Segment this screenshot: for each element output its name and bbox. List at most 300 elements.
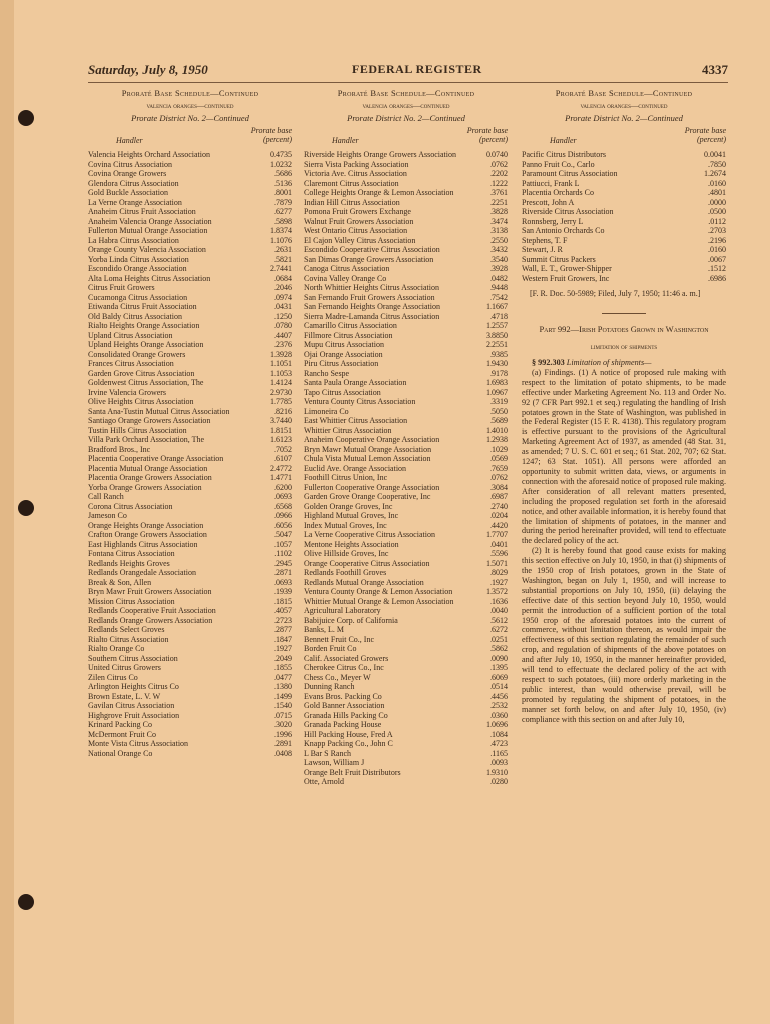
prorate-base-value: .5136 [274,178,292,188]
prorate-base-value: .1996 [274,729,292,739]
prorate-base-value: 1.1051 [270,359,292,368]
handler-name: Knapp Packing Co., John C [304,739,393,748]
page-number: 4337 [702,62,728,77]
handler-name: Covina Valley Orange Co [304,273,387,283]
prorate-base-value: .0762 [490,473,508,482]
prorate-base-value: .7659 [490,463,508,473]
handler-name: Whittier Mutual Orange & Lemon Association [304,596,454,606]
table-row [88,739,292,749]
table-row [304,549,508,559]
prorate-base-value: .4718 [490,311,508,321]
document-filing-note: [F. R. Doc. 50-5989; Filed, July 7, 1950; 11:46 a. m.] [530,289,701,298]
handler-name: Prescott, John A [522,197,575,207]
table-row [304,160,508,170]
handler-name: East Whittier Citrus Association [304,416,408,425]
prorate-base-value: .1057 [274,539,292,549]
handler-name: Placentia Cooperative Orange Association [88,454,224,463]
handler-name: United Citrus Growers [88,663,161,672]
prorate-base-value: .0204 [490,511,508,520]
handler-name: Wall, E. T., Grower-Shipper [522,264,612,273]
prorate-base-value: .0112 [708,216,726,226]
table-row [88,559,292,569]
handler-name: Victoria Ave. Citrus Association [304,169,407,178]
handler-table-1 [88,150,292,758]
handler-name: Orange Cooperative Citrus Association [304,558,430,568]
table-row [304,255,508,265]
prorate-base-value: .2550 [490,235,508,245]
handler-name: Redlands Heights Groves [88,558,170,568]
table-row [88,464,292,474]
table-row [88,179,292,189]
handler-name: Crafton Orange Growers Association [88,530,207,539]
table-row [88,663,292,673]
prorate-base-value: .2871 [274,568,292,577]
table-row [304,663,508,673]
header-rule [88,82,728,83]
prorate-base-value: .3432 [490,245,508,254]
handler-name: Evans Bros. Packing Co [304,691,382,701]
prorate-base-value: .1380 [274,682,292,691]
prorate-base-value: .2049 [274,653,292,663]
prorate-base-value: 1.4124 [270,378,292,387]
table-row [522,160,726,170]
handler-name: Euclid Ave. Orange Association [304,463,407,473]
binder-hole [18,500,34,516]
table-row [88,749,292,759]
prorate-base-value: 1.8374 [270,226,292,235]
prorate-base-value: 1.8151 [270,425,292,435]
table-row [88,644,292,654]
prorate-base-value: .0401 [490,539,508,549]
handler-name: Zilen Citrus Co [88,672,138,682]
handler-table-3 [522,150,726,283]
table-row [88,720,292,730]
prorate-base-value: .3020 [274,720,292,729]
handler-name: Garden Grove Citrus Association [88,368,195,378]
binder-hole [18,110,34,126]
prorate-base-value: .0762 [490,159,508,169]
handler-name: Citrus Fruit Growers [88,283,155,292]
handler-name: Rialto Citrus Association [88,634,169,644]
prorate-base-value: .1927 [274,644,292,653]
prorate-base-value: .2740 [490,501,508,511]
table-row [88,454,292,464]
prorate-base-value: .0477 [274,672,292,682]
handler-name: Old Baldy Citrus Association [88,311,182,321]
prorate-base-value: .0500 [708,207,726,216]
prorate-base-value: .0482 [490,273,508,283]
handler-name: Placentia Orange Growers Association [88,473,212,482]
table-row [88,616,292,626]
handler-name: Arlington Heights Citrus Co [88,682,179,691]
handler-name: Rialto Orange Co [88,644,145,653]
limitation-heading: limitation of shipments [590,342,658,351]
table-row [88,407,292,417]
prorate-base-value: .2202 [490,169,508,178]
handler-name: Valencia Heights Orchard Association [88,150,210,159]
handler-name: Redlands Cooperative Fruit Association [88,606,216,615]
prorate-base-value: .3540 [490,254,508,264]
table-column-headers [522,126,726,150]
prorate-base-value: .3084 [490,482,508,492]
table-row [88,673,292,683]
table-row [88,578,292,588]
handler-name: Orange Belt Fruit Distributors [304,767,401,777]
handler-name: Corona Citrus Association [88,501,173,511]
prorate-base-value: .0514 [490,682,508,691]
table-row [304,188,508,198]
prorate-base-value: .2723 [274,615,292,625]
prorate-base-value: .0040 [490,606,508,615]
prorate-base-value: .0693 [274,577,292,587]
handler-name: Western Fruit Growers, Inc [522,273,610,283]
prorate-base-value: .4420 [490,520,508,530]
table-row [522,245,726,255]
prorate-base-value: .0000 [708,197,726,207]
table-row [522,188,726,198]
handler-name: Brown Estate, L. V. W [88,691,161,701]
handler-name: Walnut Fruit Growers Association [304,216,414,226]
table-row [304,274,508,284]
table-row [88,188,292,198]
table-row [88,549,292,559]
table-row [88,169,292,179]
handler-name: San Fernando Heights Orange Association [304,302,440,311]
table-row [304,445,508,455]
handler-name: Gold Buckle Association [88,188,168,197]
handler-name: Mission Citrus Association [88,596,175,606]
prorate-base-value: 1.3572 [486,587,508,596]
prorate-base-value: .7052 [274,444,292,454]
table-row [304,378,508,388]
table-row [304,720,508,730]
handler-name: Granada Hills Packing Co [304,710,388,720]
prorate-base-value: .5898 [274,216,292,226]
handler-name: Bradford Bros., Inc [88,444,151,454]
table-row [88,511,292,521]
prorate-base-value: .5596 [490,549,508,558]
table-row [304,331,508,341]
table-row [304,264,508,274]
table-row [304,654,508,664]
handler-name: Southern Citrus Association [88,653,178,663]
table-row [88,397,292,407]
table-row [304,635,508,645]
handler-name: Stewart, J. R [522,245,563,254]
prorate-base-value: .5821 [274,254,292,264]
prorate-base-value: 1.0696 [486,720,508,729]
prorate-base-value: .8029 [490,568,508,577]
prorate-base-value: 1.6983 [486,378,508,387]
handler-name: Index Mutual Groves, Inc [304,520,387,530]
prorate-base-value: .0160 [708,178,726,188]
table-row [304,426,508,436]
table-row [88,435,292,445]
section-divider [602,313,646,314]
handler-name: La Verne Cooperative Citrus Association [304,530,435,539]
handler-name: Panno Fruit Co., Carlo [522,159,595,169]
table-row [304,302,508,312]
table-row [88,321,292,331]
prorate-base-value: 1.2938 [486,435,508,444]
handler-name: Krinard Packing Co [88,720,152,729]
prorate-base-value: .1636 [490,596,508,606]
table-row [304,682,508,692]
handler-name: El Cajon Valley Citrus Association [304,235,416,245]
paragraph-findings: (a) Findings. (1) A notice of proposed rule making with respect to the limitation of potato shipments, to be made effective under Marketing Agreement No. 113 and Order No. 92 (7 CFR Part 992.1 et seq.) regulating the handling of Irish potatoes grown in the State of Washington, was published in the Federal Register (15 F. R. 4138). This regulatory program is effective pursuant to the provisions of the Agricultural Marketing Agreement Act of 1937, as amended (48 Stat. 31, as amended; 7 U. S. C. 601 et seq.; 61 Stat. 202, 707; 62 Stat. 1247; 63 Stat. 1051). All persons were afforded an opportunity to submit written data, views, or arguments in connection with the aforesaid notice of proposed rule making. After consideration of all relevant matters presented, including the proposed regulation set forth in the aforesaid notice, and other available information, it is hereby found that the limitation of shipments of potatoes, in the manner and during the period hereinafter provided, will tend to effectuate the declared policy of the act. [522,367,726,546]
prorate-base-value: 1.0232 [270,159,292,169]
table-row [88,378,292,388]
prorate-base-value: .2891 [274,739,292,748]
table-row [304,777,508,787]
prorate-base-value: .3138 [490,226,508,235]
prorate-base-value: .2703 [708,226,726,235]
handler-name: Consolidated Orange Growers [88,349,186,359]
prorate-base-value: .3474 [490,216,508,226]
prorate-base-value: .0693 [274,492,292,501]
table-row [304,502,508,512]
table-row [304,692,508,702]
prorate-base-value: .1250 [274,311,292,321]
table-row [88,521,292,531]
handler-name: Etiwanda Citrus Fruit Association [88,302,197,311]
prorate-base-value: 1.1053 [270,368,292,378]
handler-name: Chula Vista Mutual Lemon Association [304,454,431,463]
table-row [304,597,508,607]
handler-name: Placentia Mutual Orange Association [88,463,208,473]
table-row [88,530,292,540]
binder-hole [18,894,34,910]
table-row [304,644,508,654]
table-row [304,198,508,208]
prorate-base-value: .9178 [490,368,508,378]
handler-name: Stephens, T. F [522,235,568,245]
handler-name: Banks, L. M [304,625,344,634]
section-number: § 992.303 [532,358,565,367]
prorate-base-value: .0251 [490,634,508,644]
prorate-base-value: 2.4772 [270,463,292,473]
table-row [88,692,292,702]
handler-name: La Verne Orange Association [88,197,182,207]
col-handler-heading: Handler [550,136,577,145]
handler-name: Borden Fruit Co [304,644,357,653]
col-value-heading: Prorate base (percent) [250,126,292,144]
prorate-base-value: .4723 [490,739,508,748]
handler-name: Redlands Orange Growers Association [88,615,213,625]
handler-name: Hill Packing House, Fred A [304,729,393,739]
prorate-base-value: 3.8850 [486,330,508,340]
handler-name: Santa Ana-Tustin Mutual Citrus Association [88,406,230,416]
prorate-base-value: .6107 [274,454,292,463]
prorate-base-value: .8001 [274,188,292,197]
handler-name: Olive Hillside Groves, Inc [304,549,389,558]
table-row [88,540,292,550]
schedule-title: Proraté Base Schedule—Continued [121,88,259,98]
table-row [304,616,508,626]
handler-name: Call Ranch [88,492,124,501]
handler-name: Yorba Linda Citrus Association [88,254,189,264]
table-row [304,568,508,578]
handler-name: Orange County Valencia Association [88,245,206,254]
prorate-base-value: .2046 [274,283,292,292]
handler-name: Sierra Vista Packing Association [304,159,409,169]
prorate-base-value: 2.7441 [270,264,292,273]
handler-name: Pattiucci, Frank L [522,178,580,188]
handler-name: Rialto Heights Orange Association [88,321,200,330]
prorate-base-value: 1.4771 [270,473,292,482]
handler-name: Canoga Citrus Association [304,264,390,273]
table-row [88,312,292,322]
table-row [88,359,292,369]
prorate-base-value: .6986 [708,273,726,283]
prorate-base-value: 2.2551 [486,340,508,349]
handler-name: Irvine Valencia Growers [88,387,167,397]
table-row [304,179,508,189]
table-row [88,730,292,740]
schedule-subtitle: valencia oranges—continued [362,101,450,110]
prorate-base-value: 1.1667 [486,302,508,311]
handler-name: Highland Mutual Groves, Inc [304,511,399,520]
prorate-base-value: .0090 [490,653,508,663]
prorate-base-value: .7542 [490,292,508,302]
table-row [88,245,292,255]
table-row [88,711,292,721]
page-header [88,62,728,80]
prorate-base-value: .6277 [274,207,292,216]
handler-name: Upland Heights Orange Association [88,340,204,349]
table-row [522,169,726,179]
prorate-base-value: 1.3928 [270,349,292,359]
table-row [304,407,508,417]
handler-name: Frances Citrus Association [88,359,174,368]
prorate-base-value: 0.0740 [486,150,508,159]
prorate-base-value: 1.5071 [486,558,508,568]
schedule-title: Proraté Base Schedule—Continued [337,88,475,98]
table-row [88,587,292,597]
handler-name: Camarillo Citrus Association [304,321,397,330]
table-row [88,625,292,635]
table-row [304,359,508,369]
handler-name: Bennett Fruit Co., Inc [304,634,374,644]
prorate-base-value: .5047 [274,530,292,539]
table-column-headers [304,126,508,150]
table-row [88,654,292,664]
table-row [522,264,726,274]
table-row [88,302,292,312]
table-row [304,169,508,179]
prorate-base-value: .0360 [490,710,508,720]
district-heading: Prorate District No. 2—Continued [347,113,465,123]
table-row [304,492,508,502]
prorate-base-value: .4407 [274,330,292,340]
table-column-headers [88,126,292,150]
table-row [88,597,292,607]
handler-name: Fontana Citrus Association [88,549,175,558]
prorate-base-value: .0160 [708,245,726,254]
paragraph-good-cause: (2) It is hereby found that good cause exists for making this section effective on July 10, 1950, in that (i) shipments of the 1950 crop of Irish potatoes, grown in the State of Washington, began on July 1, 1950, and will increase to substantial proportions on July 10, 1950, (ii) delaying the effective date of this section beyond July 10, 1950, would permit the introduction of a sufficient portion of the total 1950 crop of the aforesaid potatoes into the current of commerce, without limitation thereon, as would impair the effectiveness of this section regulating the remainder of such crop, and regulation of shipments of the above potatoes on and after July 10, 1950, in the manner hereinafter provided, will tend to effectuate the declared policy of the act with respect to such potatoes, (iii) more orderly marketing in the public interest, than would otherwise prevail, will be promoted by regulating the shipment of potatoes, in the manner set forth below, on and after July 10, 1950, (iv) compliance with this section on and after July 10, [522,546,726,724]
handler-name: East Highlands Citrus Association [88,539,198,549]
handler-name: Ventura County Orange & Lemon Association [304,587,453,596]
prorate-base-value: 1.2557 [486,321,508,330]
handler-name: College Heights Orange & Lemon Association [304,188,454,197]
handler-name: Cherokee Citrus Co., Inc [304,663,384,672]
table-row [88,416,292,426]
table-row [304,483,508,493]
prorate-base-value: .1084 [490,729,508,739]
handler-name: Gavilan Citrus Association [88,701,175,710]
table-row [304,388,508,398]
handler-name: Monte Vista Citrus Association [88,739,189,748]
prorate-base-value: 1.4010 [486,425,508,435]
table-row [522,207,726,217]
table-row [304,454,508,464]
table-row [304,350,508,360]
prorate-base-value: .1540 [274,701,292,710]
prorate-base-value: .1395 [490,663,508,672]
table-row [88,226,292,236]
prorate-base-value: 1.0967 [486,387,508,397]
table-row [304,293,508,303]
table-row [522,255,726,265]
handler-name: Tapo Citrus Association [304,387,381,397]
table-row [88,340,292,350]
prorate-base-value: .7850 [708,159,726,169]
prorate-base-value: .6069 [490,672,508,682]
prorate-base-value: .0280 [490,777,508,786]
table-row [88,492,292,502]
table-row [88,198,292,208]
table-row [88,701,292,711]
prorate-base-value: .8216 [274,406,292,416]
schedule-subtitle: valencia oranges—continued [580,101,668,110]
table-row [522,274,726,284]
table-row [88,283,292,293]
prorate-base-value: .2631 [274,245,292,254]
handler-name: Fullerton Mutual Orange Association [88,226,208,235]
table-row [88,606,292,616]
col-handler-heading: Handler [116,136,143,145]
handler-name: Highgrove Fruit Association [88,710,180,720]
table-row [88,473,292,483]
prorate-base-value: .4801 [708,188,726,197]
table-row [304,207,508,217]
handler-name: Granada Packing House [304,720,382,729]
prorate-base-value: .1855 [274,663,292,672]
table-row [88,568,292,578]
prorate-base-value: .1165 [490,748,508,758]
handler-name: Yorba Orange Growers Association [88,482,202,492]
prorate-base-value: .5686 [274,169,292,178]
table-row [522,150,726,160]
schedule-title: Proraté Base Schedule—Continued [555,88,693,98]
col-value-heading: Prorate base (percent) [684,126,726,144]
table-row [304,749,508,759]
handler-name: Summit Citrus Packers [522,254,596,264]
handler-name: San Dimas Orange Growers Association [304,254,434,264]
handler-name: North Whittier Heights Citrus Association [304,283,439,292]
handler-name: Lawson, William J [304,758,365,767]
table-row [304,625,508,635]
handler-name: Santiago Orange Growers Association [88,416,211,425]
table-row [88,483,292,493]
prorate-base-value: .2376 [274,340,292,349]
handler-name: Garden Grove Orange Cooperative, Inc [304,492,431,501]
handler-name: Bryn Mawr Fruit Growers Association [88,587,212,596]
prorate-base-value: .9448 [490,283,508,292]
prorate-base-value: .1102 [274,549,292,558]
handler-name: Paramount Citrus Association [522,169,618,178]
prorate-base-value: .6056 [274,520,292,530]
